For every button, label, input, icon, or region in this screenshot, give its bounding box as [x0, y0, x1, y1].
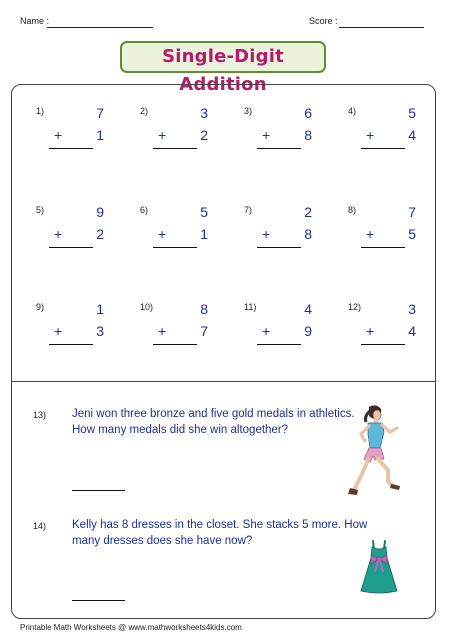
- problem-number: 5): [36, 205, 45, 215]
- word-problem-line: many dresses does she have now?: [72, 535, 253, 547]
- answer-line[interactable]: [49, 344, 93, 345]
- addend-top: 5: [200, 204, 208, 220]
- plus-sign: +: [54, 127, 63, 143]
- problem-7: [244, 205, 324, 265]
- answer-line[interactable]: [49, 247, 93, 248]
- answer-line[interactable]: [257, 344, 301, 345]
- addend-top: 6: [304, 105, 312, 121]
- addend-top: 2: [304, 204, 312, 220]
- problem-6: [140, 205, 220, 265]
- plus-sign: +: [366, 323, 375, 339]
- runner-girl-icon: [344, 404, 402, 500]
- name-label: Name :: [20, 16, 50, 26]
- section-divider: [12, 381, 435, 382]
- problem-number: 1): [36, 106, 45, 116]
- dress-icon: [359, 539, 399, 595]
- problem-5: [36, 205, 116, 265]
- addend-top: 3: [200, 105, 208, 121]
- problem-12: [348, 302, 428, 362]
- problem-8: [348, 205, 428, 265]
- word-problem-line: How many medals did she win altogether?: [72, 424, 289, 436]
- footer-credit: Printable Math Worksheets @ www.mathworksheets4kids.com: [20, 623, 242, 632]
- word-problem-number: 13): [33, 410, 47, 420]
- plus-sign: +: [262, 127, 271, 143]
- word-problem-line: Jeni won three bronze and five gold medals in athletics.: [72, 408, 355, 420]
- problem-number: 9): [36, 302, 45, 312]
- addend-top: 7: [96, 105, 104, 121]
- answer-line[interactable]: [361, 247, 405, 248]
- addend-bottom: 1: [200, 226, 208, 242]
- problem-number: 2): [140, 106, 149, 116]
- addend-bottom: 5: [408, 226, 416, 242]
- answer-line[interactable]: [153, 148, 197, 149]
- addend-bottom: 7: [200, 323, 208, 339]
- addend-bottom: 3: [96, 323, 104, 339]
- addend-bottom: 2: [200, 127, 208, 143]
- answer-line[interactable]: [153, 247, 197, 248]
- word-problem-number: 14): [33, 521, 47, 531]
- addend-top: 8: [200, 301, 208, 317]
- problem-number: 10): [140, 302, 154, 312]
- answer-line[interactable]: [257, 247, 301, 248]
- problem-number: 11): [244, 302, 257, 312]
- answer-line[interactable]: [361, 148, 405, 149]
- answer-line[interactable]: [361, 344, 405, 345]
- title-box: [120, 41, 326, 95]
- addend-top: 1: [96, 301, 104, 317]
- problem-3: [244, 106, 324, 166]
- addend-bottom: 2: [96, 226, 104, 242]
- word-problem-13-text: [72, 406, 362, 438]
- addend-top: 5: [408, 105, 416, 121]
- word-problem-line: Kelly has 8 dresses in the closet. She stacks 5 more. How: [72, 519, 368, 531]
- addend-bottom: 4: [408, 127, 416, 143]
- score-line[interactable]: [339, 27, 424, 28]
- plus-sign: +: [366, 127, 375, 143]
- addend-bottom: 8: [304, 226, 312, 242]
- score-label: Score :: [309, 16, 338, 26]
- addend-top: 7: [408, 204, 416, 220]
- problem-number: 3): [244, 106, 253, 116]
- plus-sign: +: [366, 226, 375, 242]
- answer-line[interactable]: [49, 148, 93, 149]
- problem-4: [348, 106, 428, 166]
- plus-sign: +: [54, 323, 63, 339]
- plus-sign: +: [54, 226, 63, 242]
- plus-sign: +: [262, 323, 271, 339]
- addend-bottom: 1: [96, 127, 104, 143]
- problem-number: 12): [348, 302, 362, 312]
- addend-top: 9: [96, 204, 104, 220]
- answer-line[interactable]: [257, 148, 301, 149]
- answer-line[interactable]: [72, 490, 125, 491]
- plus-sign: +: [262, 226, 271, 242]
- plus-sign: +: [158, 323, 167, 339]
- addend-top: 3: [408, 301, 416, 317]
- name-line[interactable]: [47, 27, 153, 28]
- page-title: Single-Digit Addition: [162, 46, 284, 95]
- problem-10: [140, 302, 220, 362]
- problem-number: 8): [348, 205, 357, 215]
- problem-11: [244, 302, 324, 362]
- plus-sign: +: [158, 226, 167, 242]
- problem-9: [36, 302, 116, 362]
- problem-number: 7): [244, 205, 253, 215]
- problem-number: 4): [348, 106, 357, 116]
- problem-number: 6): [140, 205, 149, 215]
- addend-bottom: 9: [304, 323, 312, 339]
- problem-2: [140, 106, 220, 166]
- addend-top: 4: [304, 301, 312, 317]
- answer-line[interactable]: [153, 344, 197, 345]
- addend-bottom: 4: [408, 323, 416, 339]
- addend-bottom: 8: [304, 127, 312, 143]
- problem-1: [36, 106, 116, 166]
- plus-sign: +: [158, 127, 167, 143]
- word-problem-14-text: [72, 517, 372, 549]
- answer-line[interactable]: [72, 600, 125, 601]
